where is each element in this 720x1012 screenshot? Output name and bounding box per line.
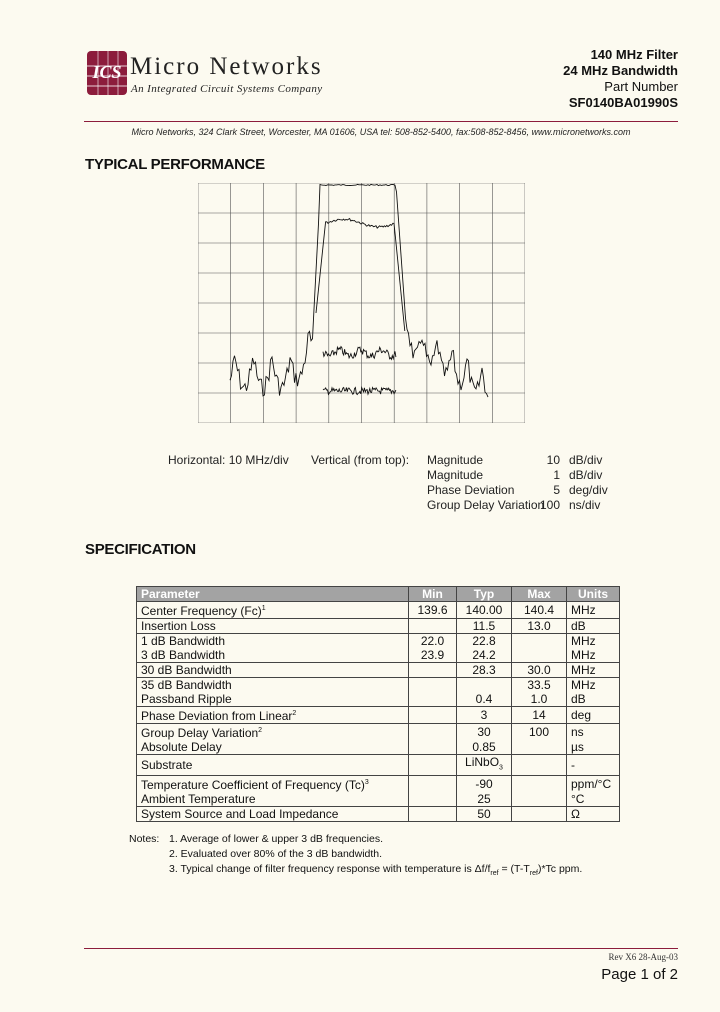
spec-min (409, 663, 457, 678)
spec-units (567, 755, 620, 776)
spec-max-text: 100 (528, 725, 550, 739)
spec-typ-text: 25 (477, 792, 491, 807)
note-1: 1. Average of lower & upper 3 dB frequencies. (169, 833, 384, 845)
spec-max (512, 724, 567, 741)
spec-parameter-text: Insertion Loss (141, 619, 216, 633)
spec-parameter (137, 602, 409, 619)
spec-row (137, 740, 620, 755)
spec-units-text: ppm/°C (571, 777, 612, 792)
spec-typ-text: 50 (477, 807, 491, 822)
footnote-ref: 3 (364, 779, 369, 787)
specification-heading: SPECIFICATION (85, 541, 196, 558)
spec-header-row (137, 587, 620, 602)
spec-parameter-text: Absolute Delay (141, 740, 222, 754)
trace-magnitude-10db (230, 184, 488, 397)
spec-row (137, 619, 620, 634)
spec-units-text: MHz (571, 603, 596, 617)
spec-max (512, 740, 567, 755)
spec-row (137, 634, 620, 649)
spec-max-text: 140.4 (523, 603, 555, 617)
spec-min (409, 602, 457, 619)
chart-xlabel: Horizontal: 10 MHz/div (168, 453, 289, 467)
company-name: Micro Networks (130, 53, 323, 80)
trace-magnitude-1db (316, 219, 405, 332)
spec-typ (457, 755, 512, 776)
spec-parameter-text: 1 dB Bandwidth (141, 634, 226, 648)
spec-max-text: 13.0 (527, 619, 551, 633)
spec-max (512, 602, 567, 619)
contact-address: Micro Networks, 324 Clark Street, Worcester, MA 01606, USA tel: 508-852-5400, fax:508-852-8456, www.micronetworks.com (131, 127, 631, 137)
spec-units-text: Ω (571, 807, 580, 822)
part-number: SF0140BA01990S (568, 95, 678, 110)
col-min: Min (409, 587, 457, 602)
footnote-ref: 2 (292, 710, 297, 717)
performance-chart (198, 183, 525, 423)
spec-parameter (137, 776, 409, 793)
product-title-2: 24 MHz Bandwidth (563, 63, 678, 78)
footnote-ref: 1 (261, 605, 266, 612)
logo-text: ICS (92, 62, 122, 82)
spec-typ (457, 602, 512, 619)
spec-row (137, 678, 620, 693)
spec-typ (457, 776, 512, 793)
legend-name-1: Magnitude (427, 453, 484, 467)
spec-parameter-text: 3 dB Bandwidth (141, 648, 226, 662)
spec-min (409, 792, 457, 807)
spec-units-text: dB (571, 619, 586, 633)
spec-parameter (137, 619, 409, 634)
spec-units-text: MHz (571, 648, 596, 662)
spec-units (567, 692, 620, 707)
note-3-text-a: 3. Typical change of filter frequency response with temperature is Δf/f (169, 863, 491, 875)
spec-units (567, 724, 620, 741)
spec-max-text: 30.0 (527, 663, 551, 677)
spec-max (512, 755, 567, 776)
spec-parameter (137, 663, 409, 678)
footer-divider (84, 948, 678, 949)
spec-row (137, 648, 620, 663)
spec-typ (457, 807, 512, 822)
spec-units (567, 663, 620, 678)
spec-parameter (137, 740, 409, 755)
spec-parameter (137, 792, 409, 807)
spec-parameter-text: Center Frequency (Fc) (141, 604, 262, 618)
spec-row (137, 755, 620, 776)
spec-min (409, 776, 457, 793)
part-number-label: Part Number (604, 79, 678, 94)
revision: Rev X6 28-Aug-03 (608, 952, 678, 962)
spec-typ (457, 648, 512, 663)
spec-max (512, 648, 567, 663)
spec-max-text: 1.0 (530, 692, 548, 706)
spec-table (136, 586, 620, 822)
spec-typ-text: 0.85 (472, 740, 496, 754)
spec-parameter (137, 648, 409, 663)
spec-max-text: 33.5 (527, 678, 551, 692)
spec-units (567, 807, 620, 822)
spec-typ-text: -90 (475, 777, 493, 792)
note-3-text-c: )*Tc ppm. (537, 863, 583, 875)
legend-scale-3: 5 (553, 483, 560, 497)
legend-unit-2: dB/div (569, 468, 603, 482)
spec-units-text: MHz (571, 663, 596, 677)
col-typ: Typ (457, 587, 512, 602)
spec-units-text: dB (571, 692, 586, 706)
subscript: 3 (499, 764, 503, 772)
legend-unit-3: deg/div (569, 483, 608, 497)
legend-scale-4: 100 (539, 498, 560, 512)
spec-units (567, 634, 620, 649)
spec-units-text: deg (571, 708, 592, 722)
col-parameter: Parameter (137, 587, 409, 602)
spec-max (512, 776, 567, 793)
spec-parameter-text: 30 dB Bandwidth (141, 663, 232, 677)
spec-row (137, 807, 620, 822)
spec-min (409, 634, 457, 649)
spec-min-text: 23.9 (420, 648, 445, 662)
note-3 (169, 862, 582, 881)
note-3-text-b: = (T-T (498, 863, 530, 875)
legend-name-2: Magnitude (427, 468, 484, 482)
ics-logo (84, 48, 130, 98)
spec-units (567, 776, 620, 793)
col-max: Max (512, 587, 567, 602)
spec-parameter (137, 678, 409, 693)
note-3-sub-1: ref (490, 870, 499, 878)
spec-units-text: MHz (571, 678, 596, 692)
spec-parameter (137, 755, 409, 776)
spec-units (567, 707, 620, 724)
note-3-sub-2: ref (529, 870, 538, 878)
spec-typ (457, 692, 512, 707)
spec-max (512, 692, 567, 707)
header-divider (84, 121, 678, 122)
trace-phase-deviation (323, 347, 396, 360)
spec-typ (457, 619, 512, 634)
spec-typ-text: 28.3 (472, 663, 496, 677)
spec-min (409, 724, 457, 741)
spec-typ (457, 724, 512, 741)
spec-row (137, 724, 620, 741)
spec-max-text: 14 (532, 708, 546, 722)
legend-unit-4: ns/div (569, 498, 601, 512)
spec-units (567, 619, 620, 634)
spec-parameter (137, 634, 409, 649)
spec-typ (457, 663, 512, 678)
spec-max (512, 663, 567, 678)
spec-parameter-text: Ambient Temperature (141, 792, 256, 807)
spec-row (137, 692, 620, 707)
chart-ylabel: Vertical (from top): (311, 453, 410, 467)
spec-typ-text: 11.5 (472, 619, 496, 633)
product-header (563, 47, 678, 111)
spec-parameter-text: Group Delay Variation (141, 726, 259, 740)
spec-parameter (137, 807, 409, 822)
spec-min-text: 139.6 (417, 603, 448, 617)
trace-group-delay (323, 388, 396, 395)
spec-typ (457, 740, 512, 755)
spec-units-text: MHz (571, 634, 596, 648)
spec-max (512, 707, 567, 724)
spec-min (409, 619, 457, 634)
spec-max (512, 634, 567, 649)
legend-unit-1: dB/div (569, 453, 603, 467)
spec-min (409, 692, 457, 707)
spec-units (567, 792, 620, 807)
spec-min-text: 22.0 (420, 634, 445, 648)
spec-typ-text: 0.4 (475, 692, 493, 706)
spec-parameter-text: Phase Deviation from Linear (141, 709, 293, 723)
spec-typ-text: 24.2 (472, 648, 496, 662)
legend-name-3: Phase Deviation (427, 483, 515, 497)
spec-typ-text: 3 (480, 708, 488, 722)
spec-units (567, 678, 620, 693)
col-units: Units (567, 587, 620, 602)
spec-units-text: - (571, 758, 575, 773)
spec-typ-text: 30 (477, 725, 491, 739)
company-tagline: An Integrated Circuit Systems Company (131, 83, 323, 95)
spec-max (512, 807, 567, 822)
spec-units (567, 648, 620, 663)
spec-units-text: µs (571, 740, 584, 754)
spec-units (567, 602, 620, 619)
legend-name-4: Group Delay Variation (427, 498, 545, 512)
spec-row (137, 602, 620, 619)
spec-min (409, 740, 457, 755)
spec-parameter-text: Passband Ripple (141, 692, 232, 706)
spec-typ (457, 634, 512, 649)
spec-row (137, 792, 620, 807)
spec-max (512, 619, 567, 634)
spec-min (409, 648, 457, 663)
note-2: 2. Evaluated over 80% of the 3 dB bandwidth. (169, 848, 383, 860)
spec-parameter-text: Temperature Coefficient of Frequency (Tc) (141, 778, 365, 793)
spec-parameter (137, 724, 409, 741)
spec-parameter-text: 35 dB Bandwidth (141, 678, 232, 692)
spec-row (137, 707, 620, 724)
legend-scale-1: 10 (546, 453, 560, 467)
spec-typ (457, 678, 512, 693)
spec-parameter-text: Substrate (141, 758, 193, 773)
footnote-ref: 2 (258, 727, 263, 734)
spec-typ-text: LiNbO (465, 755, 500, 769)
spec-units (567, 740, 620, 755)
performance-heading: TYPICAL PERFORMANCE (85, 156, 265, 173)
legend-scale-2: 1 (553, 468, 560, 482)
page-number: Page 1 of 2 (601, 966, 678, 983)
spec-row (137, 663, 620, 678)
spec-row (137, 776, 620, 793)
spec-typ (457, 792, 512, 807)
spec-min (409, 755, 457, 776)
spec-min (409, 678, 457, 693)
spec-typ-text: 22.8 (472, 634, 496, 648)
spec-parameter (137, 692, 409, 707)
spec-parameter-text: System Source and Load Impedance (141, 807, 339, 822)
spec-max (512, 792, 567, 807)
spec-typ-text: 140.00 (465, 603, 503, 617)
spec-parameter (137, 707, 409, 724)
spec-min (409, 807, 457, 822)
spec-max (512, 678, 567, 693)
spec-units-text: °C (571, 792, 585, 807)
product-title-1: 140 MHz Filter (590, 47, 678, 62)
spec-min (409, 707, 457, 724)
spec-typ (457, 707, 512, 724)
spec-units-text: ns (571, 725, 584, 739)
notes-label: Notes: (129, 833, 160, 845)
